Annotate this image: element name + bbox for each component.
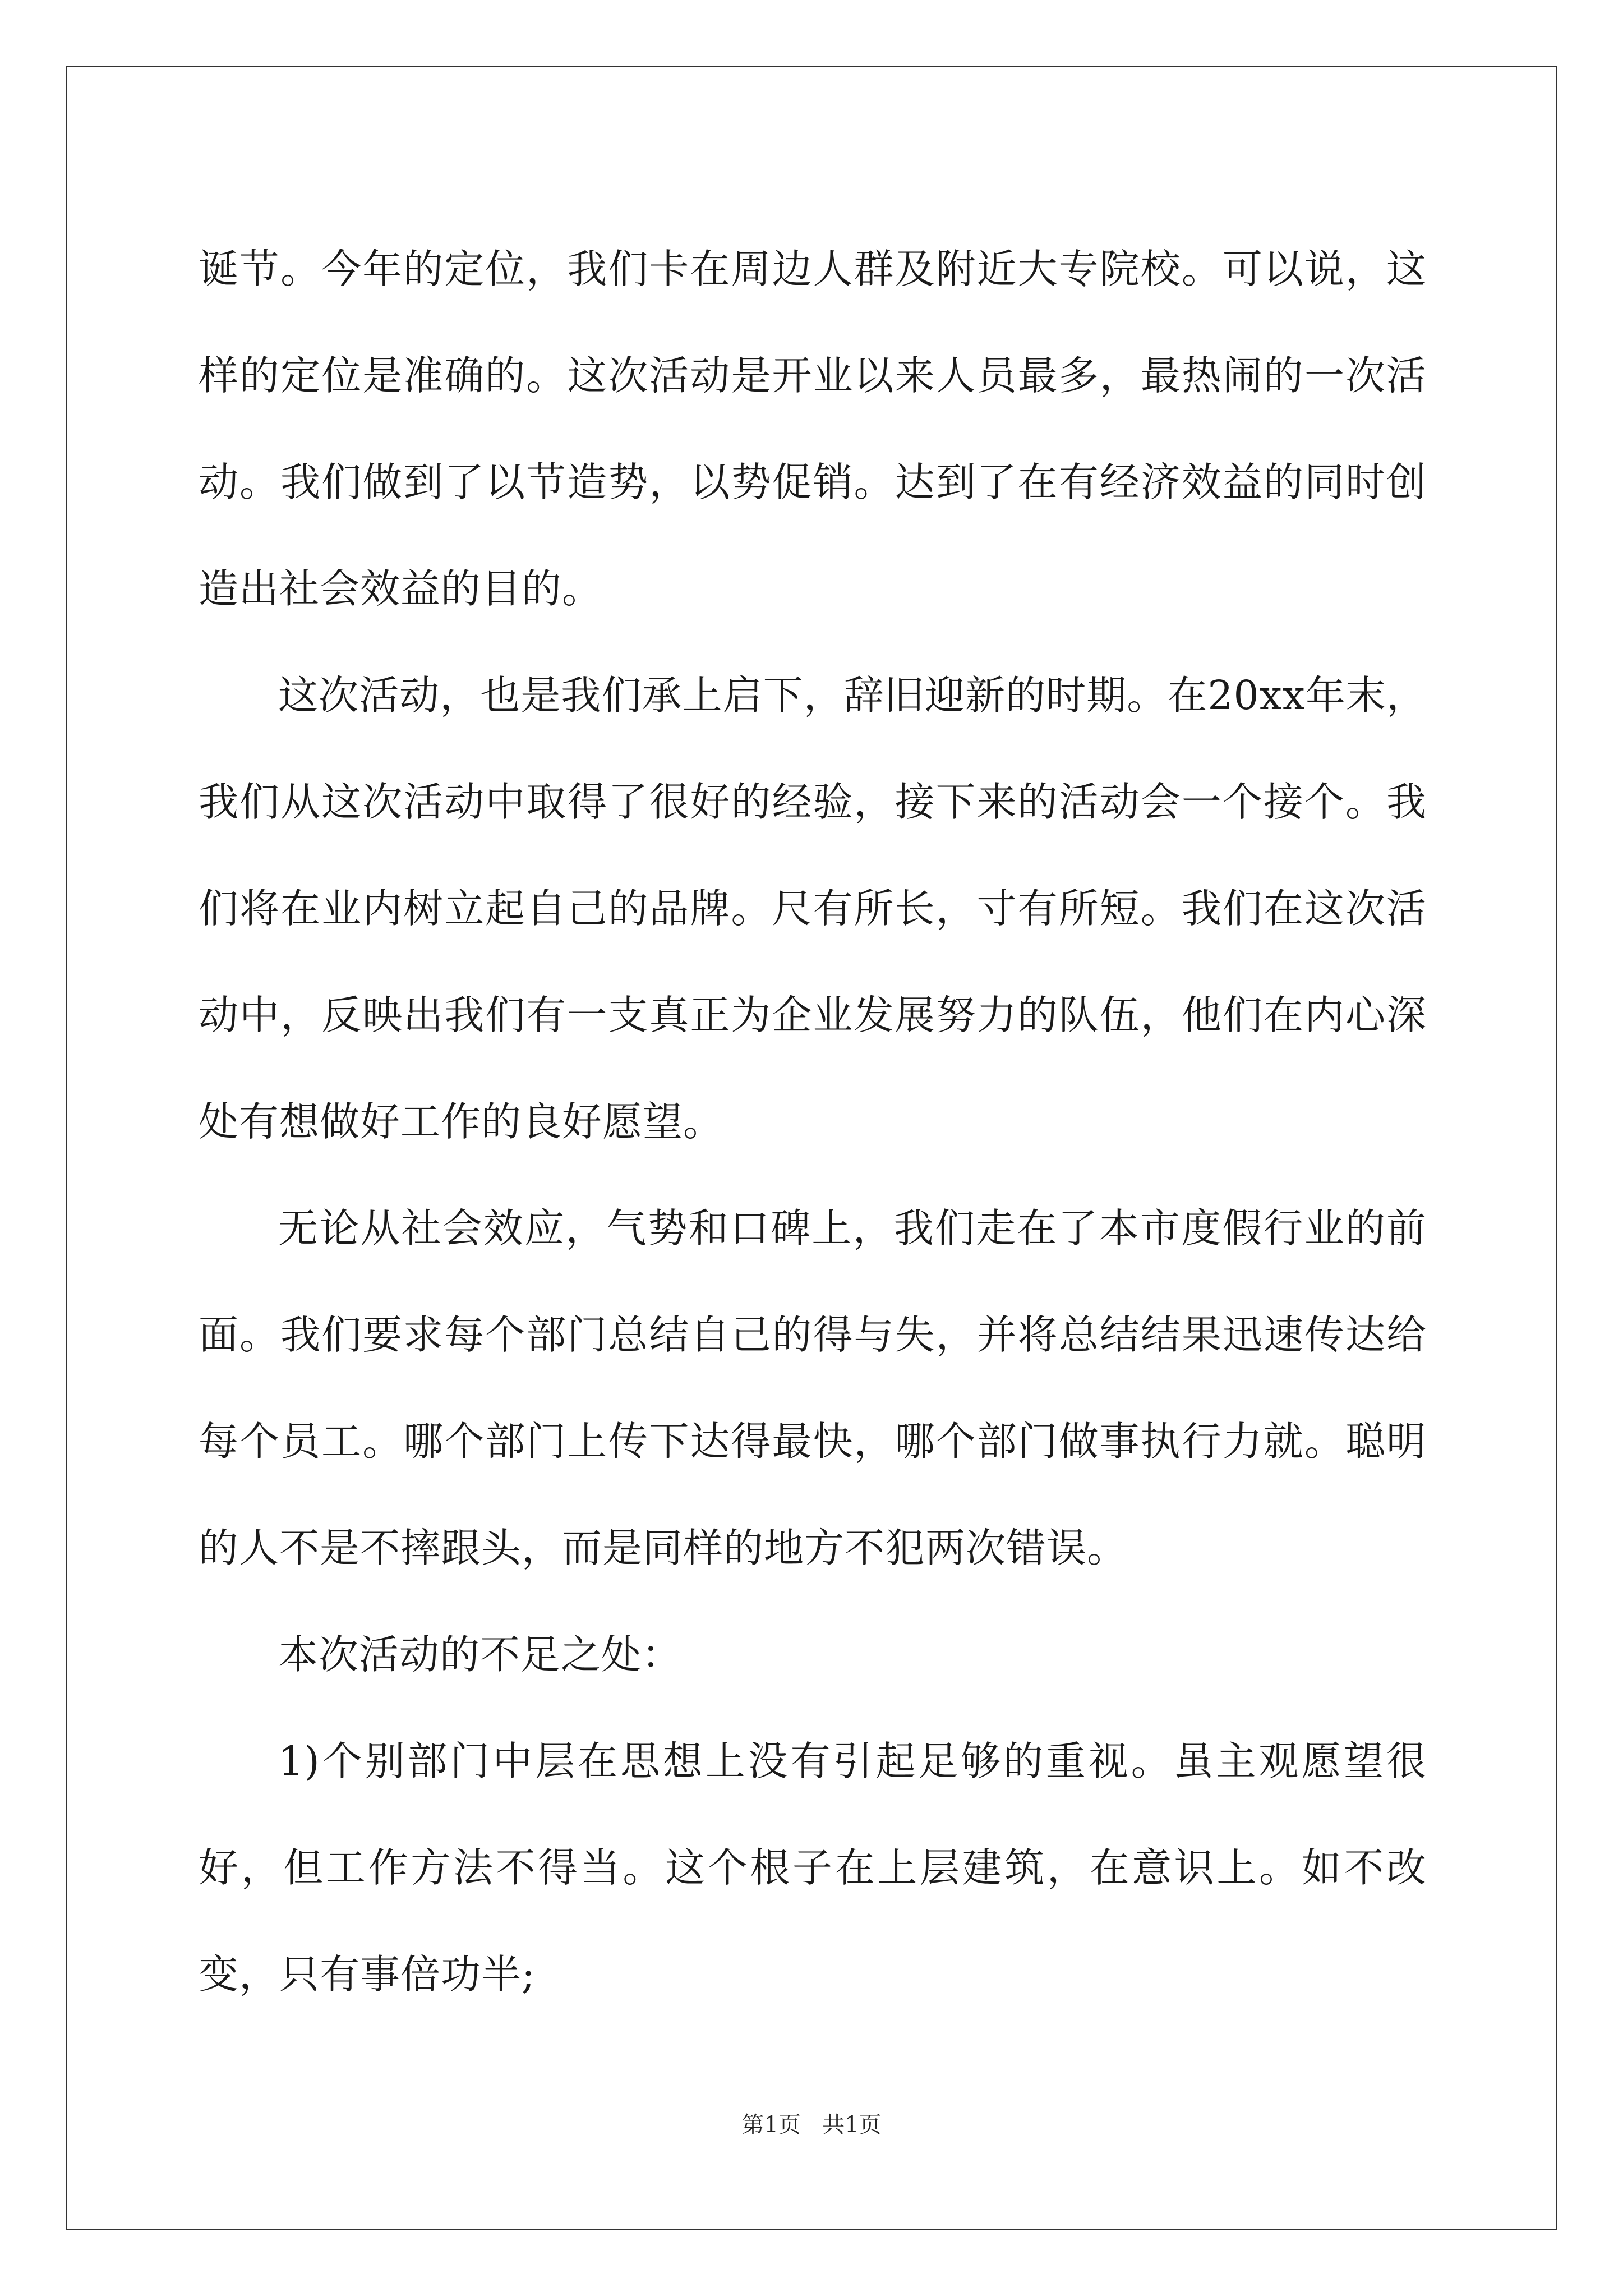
paragraph-2: 这次活动，也是我们承上启下，辞旧迎新的时期。在20xx年末，我们从这次活动中取得了很好的经验，接下来的活动会一个接个。我们将在业内树立起自己的品牌。尺有所长，寸有所短。我们在这次活动中，反映出我们有一支真正为企业发展努力的队伍，他们在内心深处有想做好工作的良好愿望。	[199, 672, 1427, 1145]
page-total: 共1页	[822, 2112, 882, 2138]
page-number: 第1页	[741, 2112, 801, 2138]
page-footer	[0, 2111, 1623, 2138]
paragraph-5: 1)个别部门中层在思想上没有引起足够的重视。虽主观愿望很好，但工作方法不得当。这个根子在上层建筑，在意识上。如不改变，只有事倍功半;	[199, 1738, 1427, 1998]
paragraph-1: 诞节。今年的定位，我们卡在周边人群及附近大专院校。可以说，这样的定位是准确的。这次活动是开业以来人员最多，最热闹的一次活动。我们做到了以节造势，以势促销。达到了在有经济效益的同时创造出社会效益的目的。	[199, 246, 1427, 612]
paragraph-4: 本次活动的不足之处：	[278, 1631, 683, 1678]
paragraph-3: 无论从社会效应，气势和口碑上，我们走在了本市度假行业的前面。我们要求每个部门总结自己的得与失，并将总结结果迅速传达给每个员工。哪个部门上传下达得最快，哪个部门做事执行力就。聪明的人不是不摔跟头，而是同样的地方不犯两次错误。	[199, 1205, 1427, 1571]
document-body	[199, 216, 1427, 2028]
